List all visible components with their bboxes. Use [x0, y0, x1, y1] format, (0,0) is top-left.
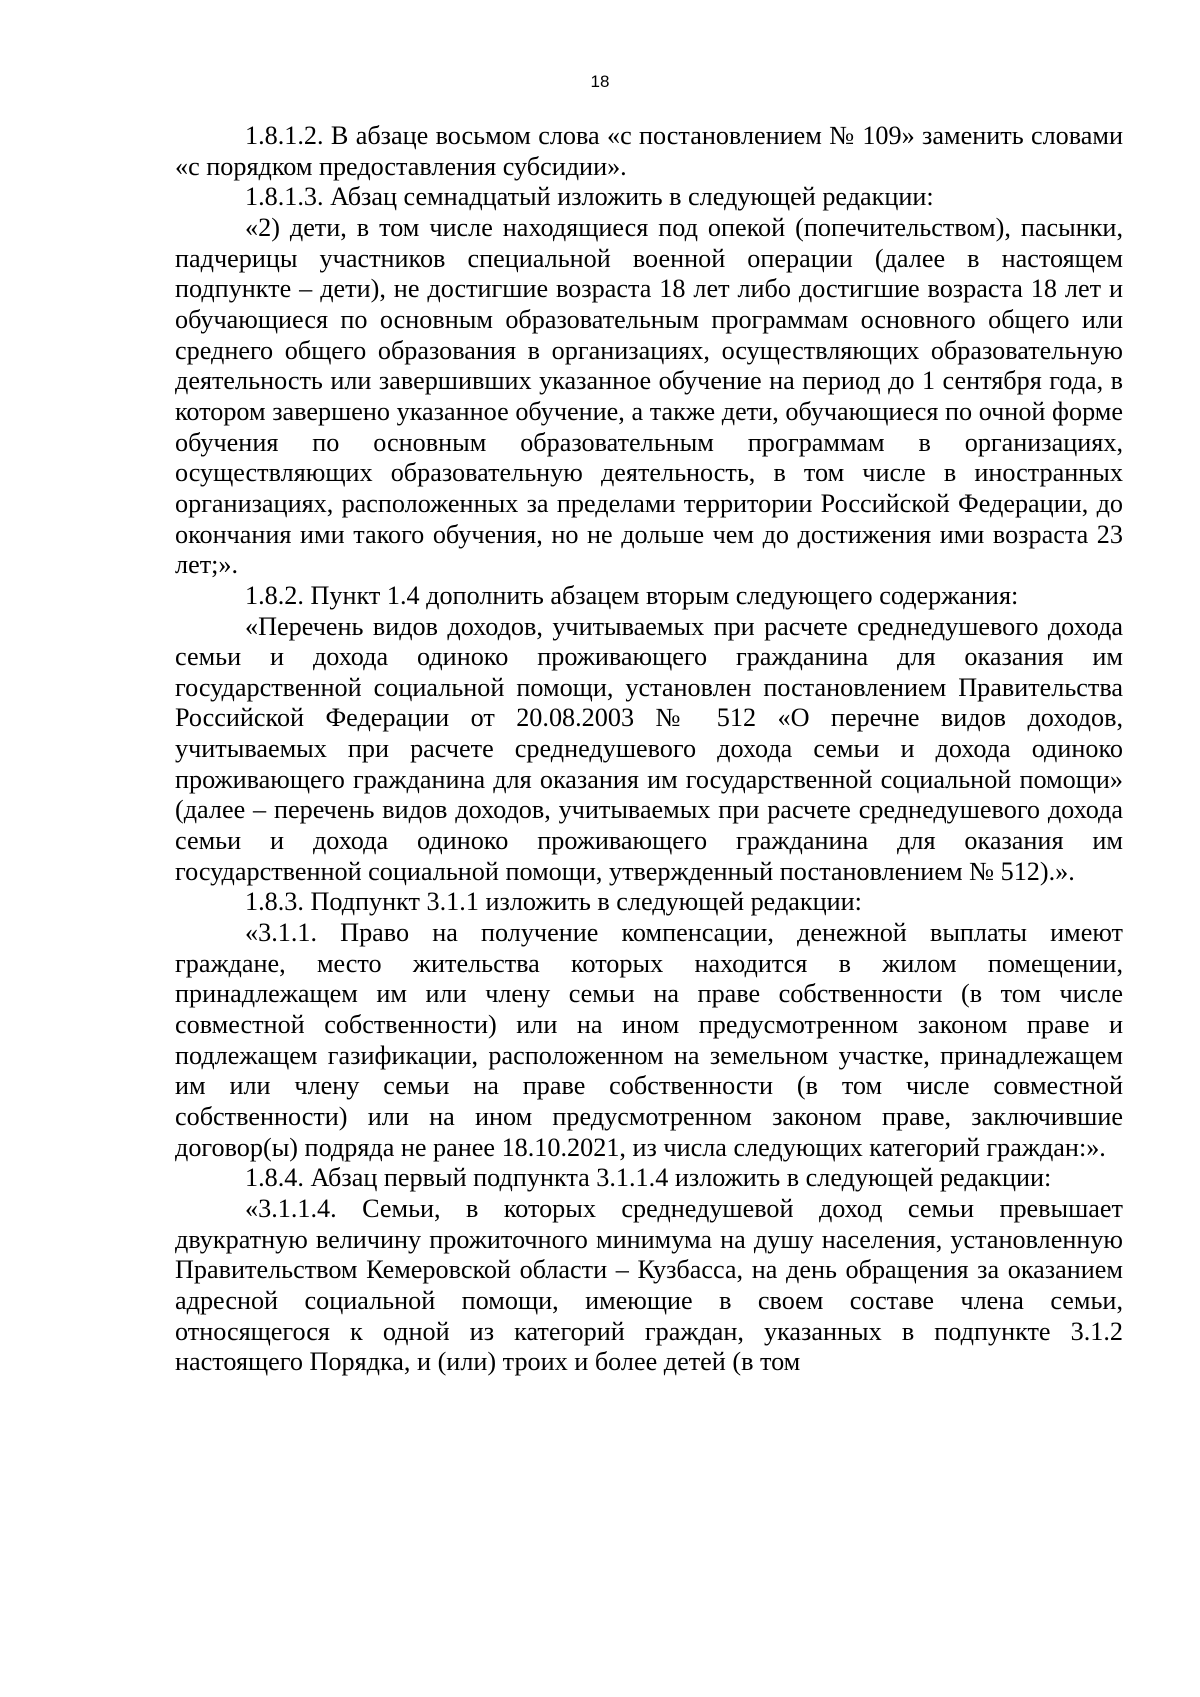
paragraph-1-8-4: 1.8.4. Абзац первый подпункта 3.1.1.4 изложить в следующей редакции:: [245, 1163, 1052, 1193]
paragraph-quote-3-1-1-4: «3.1.1.4. Семьи, в которых среднедушевой доход семьи превышает двукратную величину прожиточного минимума на душу населения, установленную Правительством Кемеровской области – Кузбасса, на день обращения за оказанием адресной социальной помощи, имеющие в своем составе члена семьи, относящегося к одной из категорий граждан, указанных в подпункте 3.1.2 настоящего Порядка, и (или) троих и более детей (в том: [175, 1193, 1123, 1377]
paragraph-1-8-3: 1.8.3. Подпункт 3.1.1 изложить в следующей редакции:: [245, 887, 862, 917]
paragraph-quote-children: «2) дети, в том числе находящиеся под опекой (попечительством), пасынки, падчерицы участников специальной военной операции (далее в настоящем подпункте – дети), не достигшие возраста 18 лет либо достигшие возраста 18 лет и обучающиеся по основным образовательным программам основного общего или среднего общего образования в организациях, осуществляющих образовательную деятельность или завершивших указанное обучение на период до 1 сентября года, в котором завершено указанное обучение, а также дети, обучающиеся по очной форме обучения по основным образовательным программам в организациях, осуществляющих образовательную деятельность, в том числе в иностранных организациях, расположенных за пределами территории Российской Федерации, до окончания ими такого обучения, но не дольше чем до достижения ими возраста 23 лет;».: [175, 212, 1123, 580]
paragraph-1-8-1-3: 1.8.1.3. Абзац семнадцатый изложить в следующей редакции:: [245, 182, 934, 212]
paragraph-quote-3-1-1: «3.1.1. Право на получение компенсации, денежной выплаты имеют граждане, место жительства которых находится в жилом помещении, принадлежащем им или члену семьи на праве собственности (в том числе совместной собственности) или на ином предусмотренном законом праве и подлежащем газификации, расположенном на земельном участке, принадлежащем им или члену семьи на праве собственности (в том числе совместной собственности) или на ином предусмотренном законом праве, заключившие договор(ы) подряда не ранее 18.10.2021, из числа следующих категорий граждан:».: [175, 918, 1123, 1162]
paragraph-1-8-2: 1.8.2. Пункт 1.4 дополнить абзацем вторым следующего содержания:: [245, 580, 1019, 610]
paragraph-quote-income-list: «Перечень видов доходов, учитываемых при расчете среднедушевого дохода семьи и дохода одиноко проживающего гражданина для оказания им государственной социальной помощи, установлен постановлением Правительства Российской Федерации от 20.08.2003 № 512 «О перечне видов доходов, учитываемых при расчете среднедушевого дохода семьи и дохода одиноко проживающего гражданина для оказания им государственной социальной помощи» (далее – перечень видов доходов, учитываемых при расчете среднедушевого дохода семьи и дохода одиноко проживающего гражданина для оказания им государственной социальной помощи, утвержденный постановлением № 512).».: [175, 611, 1123, 886]
page-number: 18: [590, 72, 610, 91]
paragraph-1-8-1-2: 1.8.1.2. В абзаце восьмом слова «с постановлением № 109» заменить словами «с порядком предоставления субсидии».: [175, 121, 1123, 181]
document-body: [175, 121, 1123, 1378]
